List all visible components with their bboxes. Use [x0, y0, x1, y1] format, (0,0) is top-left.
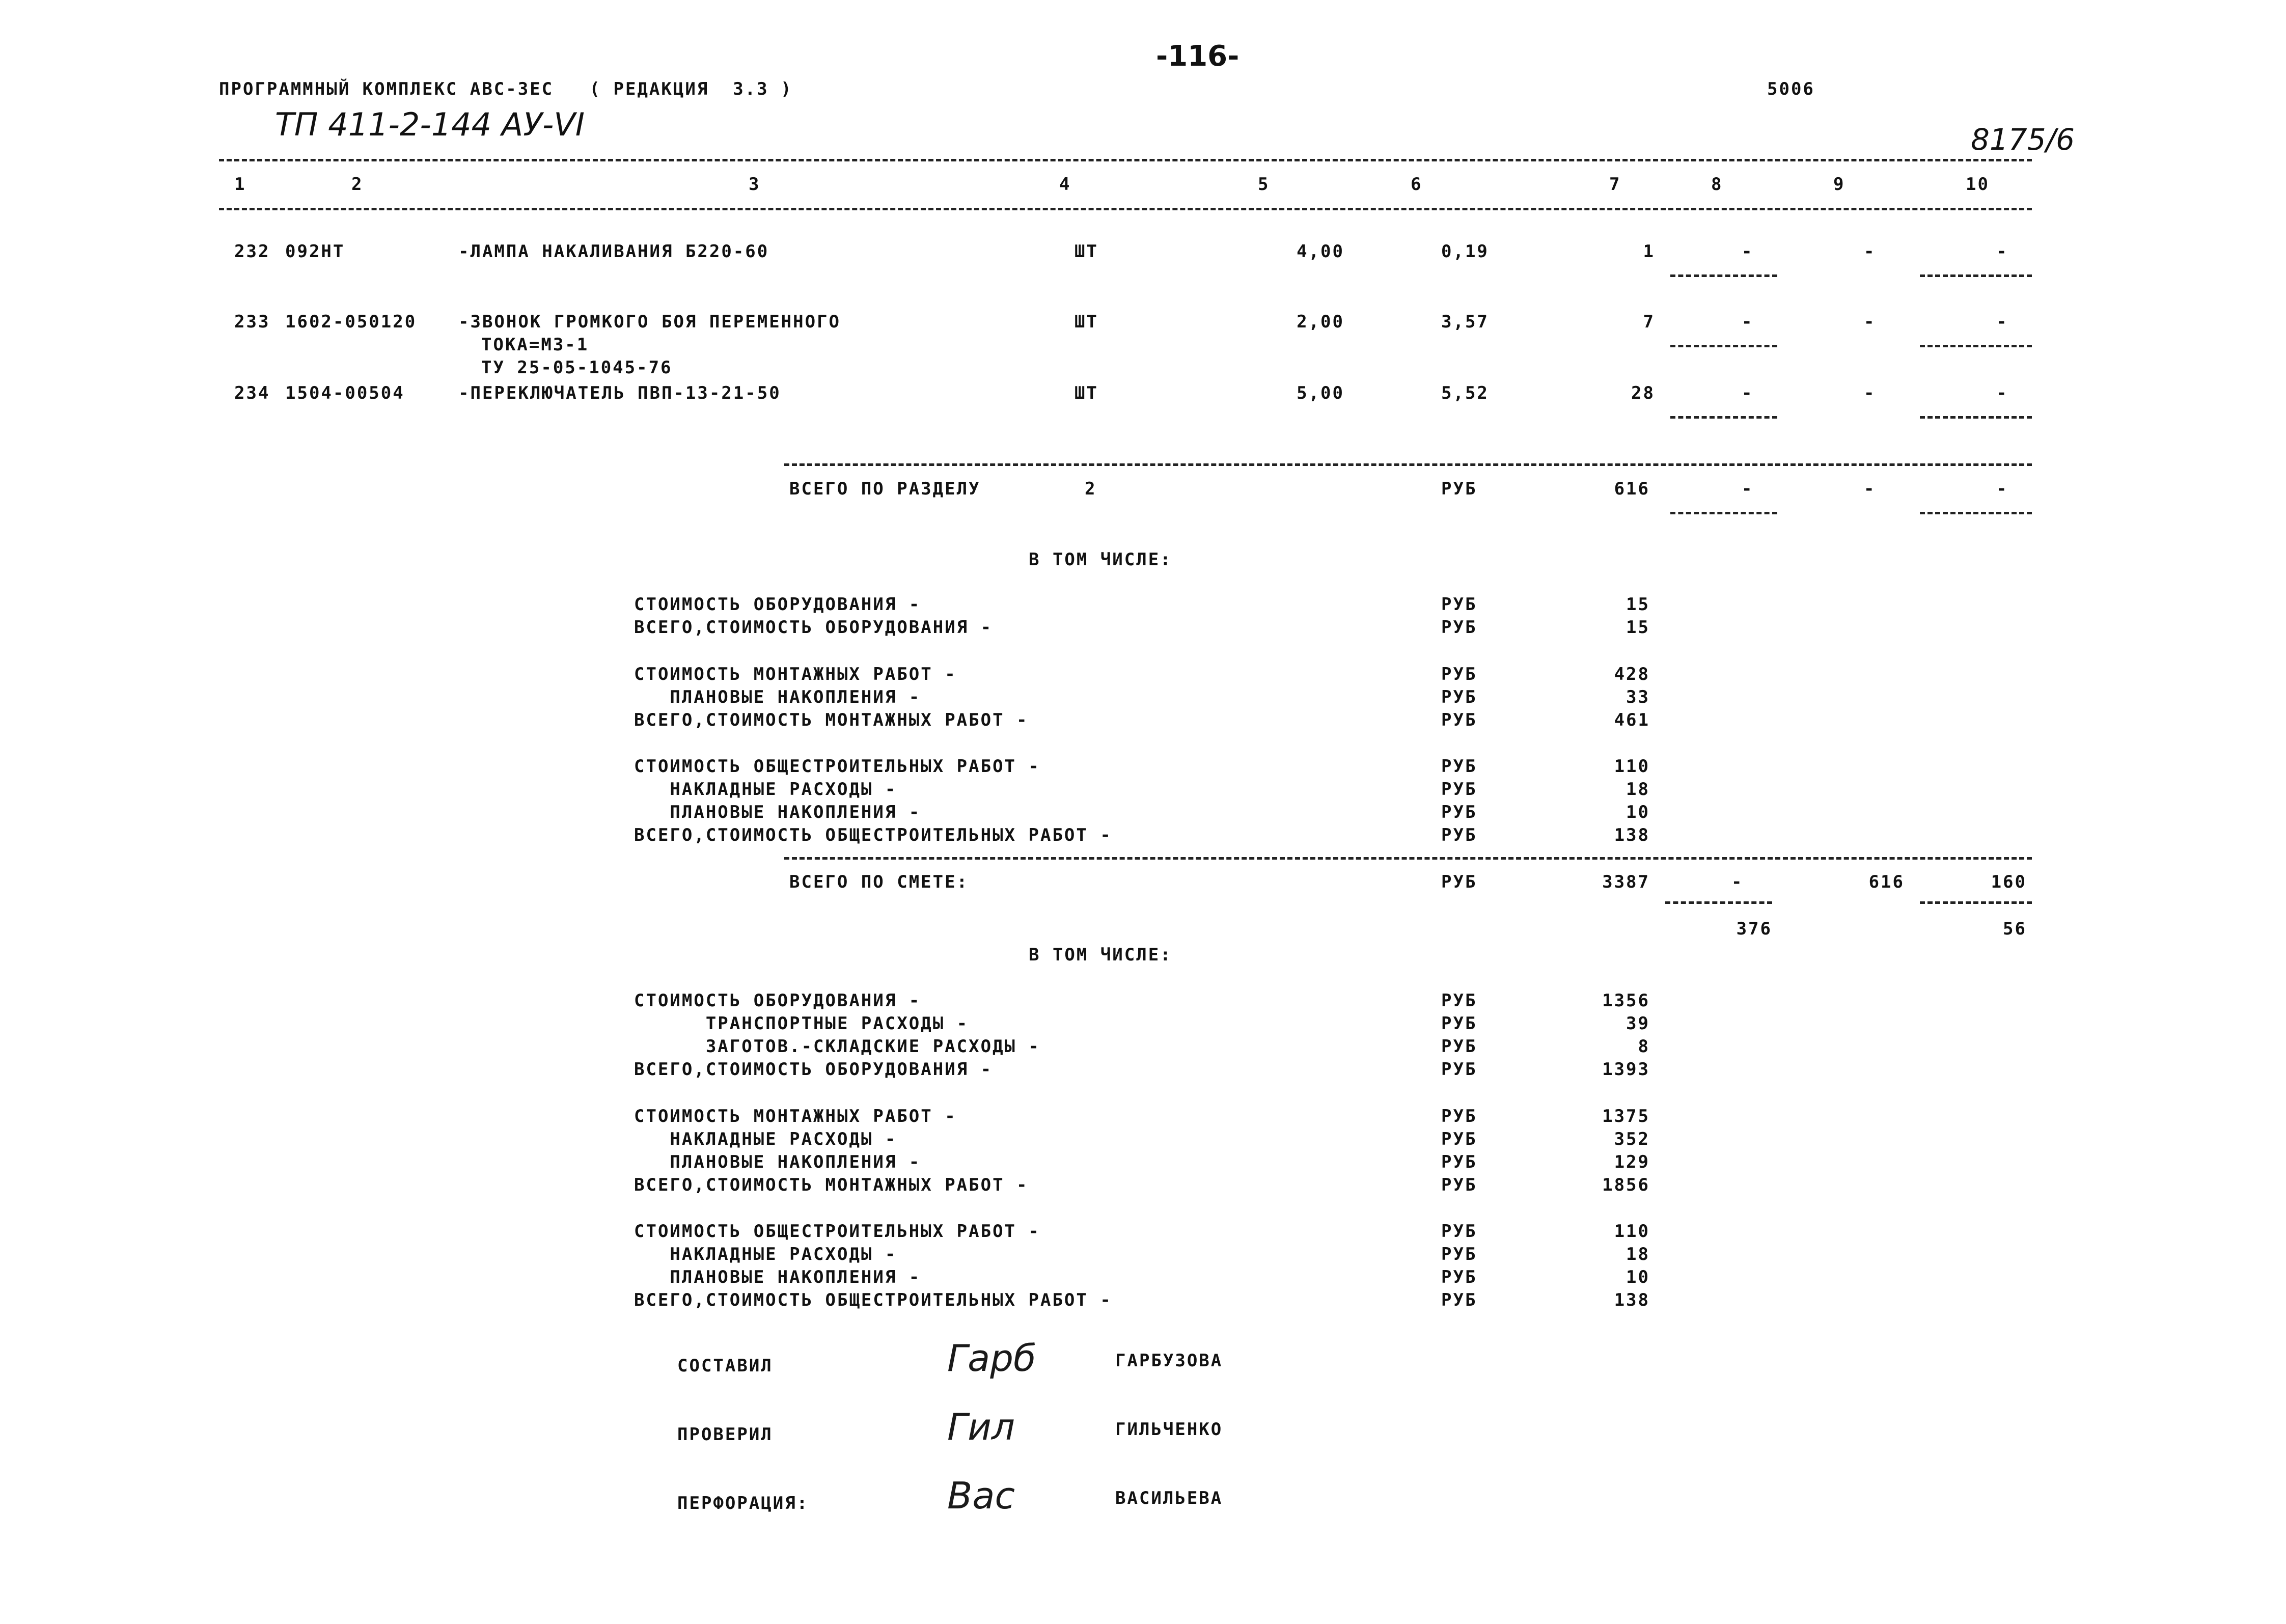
estimate-total-value: 3387	[1602, 872, 1650, 892]
item-total: 28	[1631, 383, 1655, 403]
breakdown-unit: РУБ	[1441, 1175, 1477, 1195]
section-total-label: ВСЕГО ПО РАЗДЕЛУ	[789, 479, 981, 499]
breakdown-label: СТОИМОСТЬ ОБОРУДОВАНИЯ -	[634, 990, 921, 1011]
cell-rule	[1670, 274, 1777, 277]
breakdown-label: ВСЕГО,СТОИМОСТЬ ОБЩЕСТРОИТЕЛЬНЫХ РАБОТ -	[634, 825, 1112, 845]
column-number: 8	[1711, 174, 1723, 195]
column-number: 10	[1966, 174, 1990, 195]
breakdown-label: НАКЛАДНЫЕ РАСХОДЫ -	[634, 1244, 897, 1264]
section-total-col10: -	[1996, 479, 2008, 499]
item-name: -ПЕРЕКЛЮЧАТЕЛЬ ПВП-13-21-50	[458, 383, 781, 403]
program-title: ПРОГРАММНЫЙ КОМПЛЕКС АВС-ЗЕС ( РЕДАКЦИЯ 3.3 )	[219, 79, 793, 99]
breakdown-value: 18	[1626, 1244, 1650, 1264]
breakdown-label: ВСЕГО,СТОИМОСТЬ ОБЩЕСТРОИТЕЛЬНЫХ РАБОТ -	[634, 1290, 1112, 1310]
item-no: 234	[234, 383, 270, 403]
column-number: 1	[234, 174, 246, 195]
breakdown-value: 129	[1614, 1152, 1650, 1172]
breakdown-unit: РУБ	[1441, 1036, 1477, 1057]
project-number: ТП 411-2-144 АУ-VI	[275, 106, 585, 143]
column-number: 4	[1059, 174, 1071, 195]
item-code: 092НТ	[285, 241, 345, 262]
breakdown-label: СТОИМОСТЬ ОБЩЕСТРОИТЕЛЬНЫХ РАБОТ -	[634, 1221, 1040, 1242]
breakdown-value: 8	[1638, 1036, 1650, 1057]
breakdown-value: 1375	[1602, 1106, 1650, 1126]
cell-rule	[1920, 512, 2032, 514]
handwritten-signature: Гил	[947, 1406, 1015, 1448]
item-col10: -	[1996, 383, 2008, 403]
section-total-col8: -	[1742, 479, 1754, 499]
breakdown-label: ПЛАНОВЫЕ НАКОПЛЕНИЯ -	[634, 802, 921, 822]
breakdown-unit: РУБ	[1441, 710, 1477, 730]
breakdown-value: 138	[1614, 1290, 1650, 1310]
cell-rule	[1665, 901, 1772, 904]
breakdown-unit: РУБ	[1441, 825, 1477, 845]
item-qty: 4,00	[1297, 241, 1344, 262]
breakdown-unit: РУБ	[1441, 1106, 1477, 1126]
item-no: 233	[234, 312, 270, 332]
breakdown-label: ТРАНСПОРТНЫЕ РАСХОДЫ -	[634, 1013, 969, 1034]
item-col8: -	[1742, 383, 1754, 403]
estimate-total-col10-sub: 56	[2003, 919, 2027, 939]
breakdown-unit: РУБ	[1441, 1129, 1477, 1149]
breakdown-unit: РУБ	[1441, 1290, 1477, 1310]
document-code: 5006	[1767, 79, 1815, 99]
breakdown-value: 39	[1626, 1013, 1650, 1034]
breakdown-label: СТОИМОСТЬ МОНТАЖНЫХ РАБОТ -	[634, 1106, 957, 1126]
column-number: 2	[351, 174, 364, 195]
item-col8: -	[1742, 241, 1754, 262]
item-price: 3,57	[1441, 312, 1489, 332]
breakdown-value: 1856	[1602, 1175, 1650, 1195]
item-unit: ШТ	[1075, 312, 1098, 332]
signature-name: ГИЛЬЧЕНКО	[1115, 1419, 1223, 1440]
breakdown-label: НАКЛАДНЫЕ РАСХОДЫ -	[634, 1129, 897, 1149]
breakdown-unit: РУБ	[1441, 664, 1477, 684]
column-number: 9	[1833, 174, 1846, 195]
item-col9: -	[1864, 241, 1876, 262]
breakdown-label: ВСЕГО,СТОИМОСТЬ ОБОРУДОВАНИЯ -	[634, 1059, 993, 1080]
breakdown-value: 138	[1614, 825, 1650, 845]
breakdown-value: 1393	[1602, 1059, 1650, 1080]
breakdown-unit: РУБ	[1441, 1013, 1477, 1034]
section-total-value: 616	[1614, 479, 1650, 499]
item-col9: -	[1864, 312, 1876, 332]
item-col10: -	[1996, 241, 2008, 262]
in-that-number-1: В ТОМ ЧИСЛЕ:	[1029, 549, 1172, 570]
section-total-unit: РУБ	[1441, 479, 1477, 499]
breakdown-label: ВСЕГО,СТОИМОСТЬ МОНТАЖНЫХ РАБОТ -	[634, 1175, 1029, 1195]
breakdown-unit: РУБ	[1441, 802, 1477, 822]
item-price: 0,19	[1441, 241, 1489, 262]
estimate-total-unit: РУБ	[1441, 872, 1477, 892]
breakdown-unit: РУБ	[1441, 1152, 1477, 1172]
estimate-total-col8: -	[1731, 872, 1744, 892]
item-no: 232	[234, 241, 270, 262]
item-price: 5,52	[1441, 383, 1489, 403]
cell-rule	[1920, 274, 2032, 277]
handwritten-signature: Вас	[947, 1474, 1015, 1517]
sheet-number: 8175/6	[1971, 122, 2075, 157]
breakdown-label: СТОИМОСТЬ ОБОРУДОВАНИЯ -	[634, 594, 921, 615]
section-total-rule	[784, 463, 2032, 466]
breakdown-value: 18	[1626, 779, 1650, 800]
item-name: -ЗВОНОК ГРОМКОГО БОЯ ПЕРЕМЕННОГО	[458, 312, 841, 332]
breakdown-unit: РУБ	[1441, 1244, 1477, 1264]
item-qty: 2,00	[1297, 312, 1344, 332]
item-col9: -	[1864, 383, 1876, 403]
breakdown-label: ВСЕГО,СТОИМОСТЬ ОБОРУДОВАНИЯ -	[634, 617, 993, 638]
breakdown-value: 352	[1614, 1129, 1650, 1149]
handwritten-signature: Гарб	[947, 1337, 1036, 1380]
page-number: -116-	[1156, 40, 1240, 73]
in-that-number-2: В ТОМ ЧИСЛЕ:	[1029, 945, 1172, 965]
item-qty: 5,00	[1297, 383, 1344, 403]
breakdown-label: ПЛАНОВЫЕ НАКОПЛЕНИЯ -	[634, 1152, 921, 1172]
item-name2: ТОКА=МЗ-1	[481, 335, 589, 355]
signature-role: ПЕРФОРАЦИЯ:	[677, 1493, 809, 1513]
breakdown-unit: РУБ	[1441, 594, 1477, 615]
breakdown-value: 33	[1626, 687, 1650, 707]
item-unit: ШТ	[1075, 241, 1098, 262]
estimate-total-label: ВСЕГО ПО СМЕТЕ:	[789, 872, 969, 892]
breakdown-unit: РУБ	[1441, 1221, 1477, 1242]
breakdown-value: 10	[1626, 802, 1650, 822]
breakdown-label: СТОИМОСТЬ ОБЩЕСТРОИТЕЛЬНЫХ РАБОТ -	[634, 756, 1040, 777]
cell-rule	[1670, 345, 1777, 347]
estimate-total-col10: 160	[1991, 872, 2027, 892]
breakdown-value: 428	[1614, 664, 1650, 684]
breakdown-label: ПЛАНОВЫЕ НАКОПЛЕНИЯ -	[634, 687, 921, 707]
item-total: 7	[1643, 312, 1655, 332]
column-number: 3	[749, 174, 761, 195]
cell-rule	[1920, 901, 2032, 904]
column-number: 7	[1609, 174, 1621, 195]
header-rule-top	[219, 159, 2032, 161]
breakdown-label: ПЛАНОВЫЕ НАКОПЛЕНИЯ -	[634, 1267, 921, 1287]
breakdown-unit: РУБ	[1441, 687, 1477, 707]
signature-name: ВАСИЛЬЕВА	[1115, 1488, 1223, 1508]
cell-rule	[1920, 345, 2032, 347]
item-code: 1602-050120	[285, 312, 417, 332]
item-name3: ТУ 25-05-1045-76	[481, 357, 673, 378]
section-total-num: 2	[1085, 479, 1097, 499]
cell-rule	[1670, 512, 1777, 514]
breakdown-unit: РУБ	[1441, 756, 1477, 777]
item-col10: -	[1996, 312, 2008, 332]
column-number: 6	[1411, 174, 1423, 195]
item-total: 1	[1643, 241, 1655, 262]
item-code: 1504-00504	[285, 383, 405, 403]
breakdown-value: 10	[1626, 1267, 1650, 1287]
cell-rule	[1920, 416, 2032, 419]
breakdown-value: 15	[1626, 617, 1650, 638]
breakdown-label: НАКЛАДНЫЕ РАСХОДЫ -	[634, 779, 897, 800]
breakdown-label: СТОИМОСТЬ МОНТАЖНЫХ РАБОТ -	[634, 664, 957, 684]
section-total-col9: -	[1864, 479, 1876, 499]
breakdown-unit: РУБ	[1441, 990, 1477, 1011]
breakdown-value: 110	[1614, 756, 1650, 777]
item-name: -ЛАМПА НАКАЛИВАНИЯ Б220-60	[458, 241, 769, 262]
breakdown-unit: РУБ	[1441, 1267, 1477, 1287]
breakdown-unit: РУБ	[1441, 1059, 1477, 1080]
estimate-total-col8-sub: 376	[1736, 919, 1772, 939]
header-rule-bottom	[219, 208, 2032, 210]
breakdown-label: ВСЕГО,СТОИМОСТЬ МОНТАЖНЫХ РАБОТ -	[634, 710, 1029, 730]
signature-role: СОСТАВИЛ	[677, 1356, 773, 1376]
column-number: 5	[1258, 174, 1270, 195]
signature-role: ПРОВЕРИЛ	[677, 1424, 773, 1445]
breakdown-unit: РУБ	[1441, 779, 1477, 800]
breakdown-value: 461	[1614, 710, 1650, 730]
estimate-total-rule	[784, 857, 2032, 860]
breakdown-label: ЗАГОТОВ.-СКЛАДСКИЕ РАСХОДЫ -	[634, 1036, 1040, 1057]
breakdown-unit: РУБ	[1441, 617, 1477, 638]
item-col8: -	[1742, 312, 1754, 332]
item-unit: ШТ	[1075, 383, 1098, 403]
breakdown-value: 110	[1614, 1221, 1650, 1242]
estimate-total-col9: 616	[1868, 872, 1905, 892]
cell-rule	[1670, 416, 1777, 419]
signature-name: ГАРБУЗОВА	[1115, 1351, 1223, 1371]
breakdown-value: 1356	[1602, 990, 1650, 1011]
breakdown-value: 15	[1626, 594, 1650, 615]
